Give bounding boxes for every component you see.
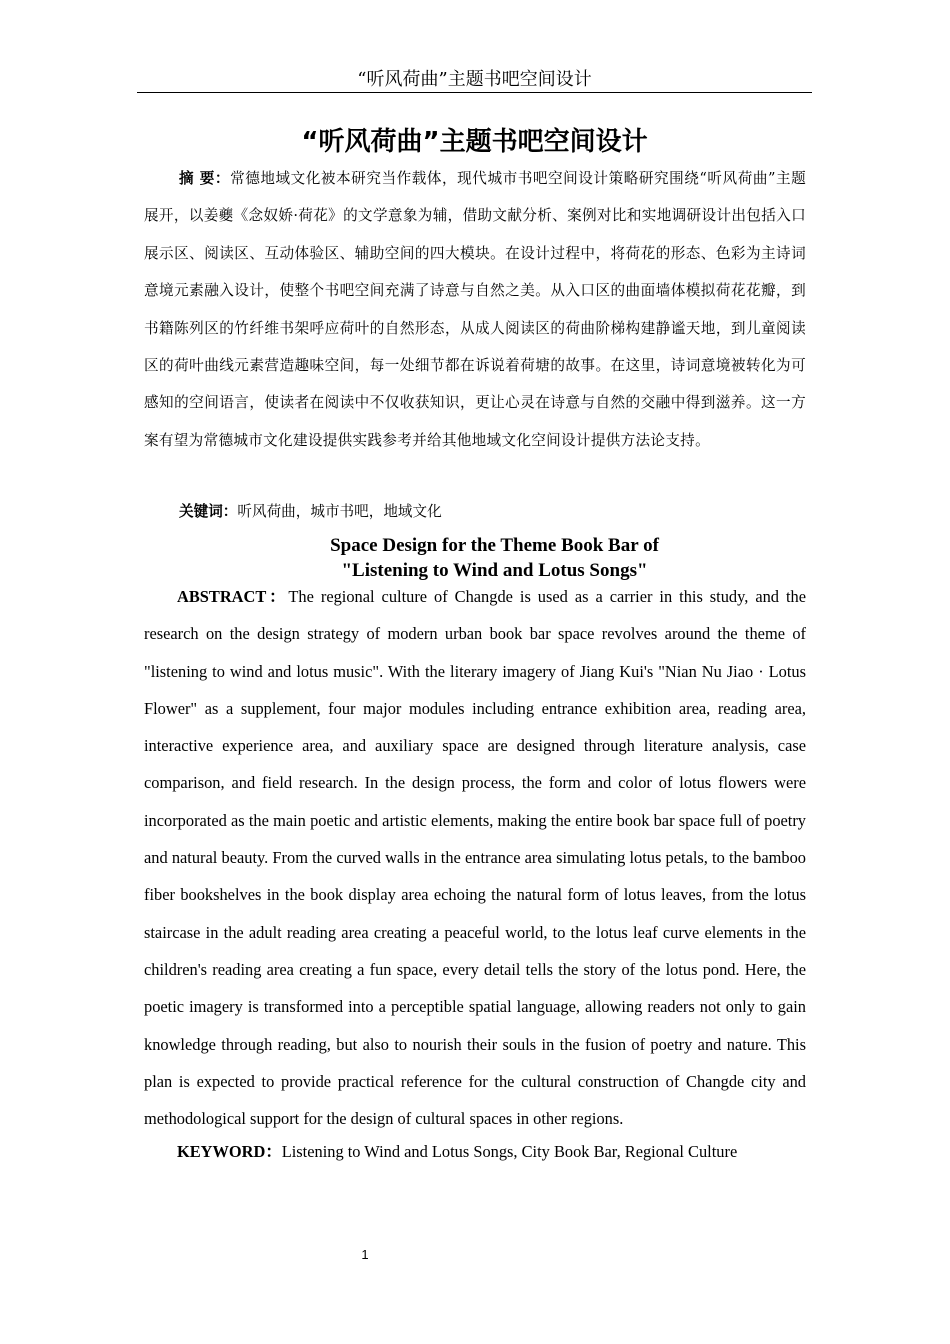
english-title-line-2: "Listening to Wind and Lotus Songs" [341,560,648,581]
abstract-english-label: ABSTRACT： [177,587,289,606]
abstract-chinese [144,160,806,459]
abstract-chinese-text: 常德地域文化被本研究当作载体，现代城市书吧空间设计策略研究围绕“听风荷曲”主题展开，以姜夔《念奴娇·荷花》的文学意象为辅，借助文献分析、案例对比和实地调研设计出包括入口展示区、阅读区、互动体验区、辅助空间的四大模块。在设计过程中，将荷花的形态、色彩为主诗词意境元素融入设计，使整个书吧空间充满了诗意与自然之美。从入口区的曲面墙体模拟荷花花瓣，到书籍陈列区的竹纤维书架呼应荷叶的自然形态，从成人阅读区的荷曲阶梯构建静谧天地，到儿童阅读区的荷叶曲线元素营造趣味空间，每一处细节都在诉说着荷塘的故事。在这里，诗词意境被转化为可感知的空间语言，使读者在阅读中不仅收获知识，更让心灵在诗意与自然的交融中得到滋养。这一方案有望为常德城市文化建设提供实践参考并给其他地域文化空间设计提供方法论支持。 [144,170,807,449]
running-header: “听风荷曲”主题书吧空间设计 [137,66,812,93]
page-number: 1 [361,1247,369,1262]
keywords-english-label: KEYWORD： [177,1142,282,1161]
english-title [137,533,852,583]
abstract-chinese-label: 摘 要： [179,170,231,187]
page-title: “听风荷曲”主题书吧空间设计 [301,127,648,157]
keywords-chinese [144,497,806,527]
keywords-english-text: Listening to Wind and Lotus Songs, City Book Bar, Regional Culture [281,1142,738,1161]
keywords-english [144,1138,806,1166]
abstract-english-text: The regional culture of Changde is used as a carrier in this study, and the research on the design strategy of modern urban book bar space revolves around the theme of "listening to wind and lotus music". With the literary imagery of Jiang Kui's "Nian Nu Jiao · Lotus Flower" as a supplement, four major modules including entrance exhibition area, reading area, interactive experience area, and auxiliary space are designed through literature analysis, case comparison, and field research. In the design process, the form and color of lotus flowers were incorporated as the main poetic and artistic elements, making the entire book bar space full of poetry and natural beauty. From the curved walls in the entrance area simulating lotus petals, to the bamboo fiber bookshelves in the book display area echoing the natural form of lotus leaves, from the lotus staircase in the adult reading area creating a peaceful world, to the lotus leaf curve elements in the children's reading area creating a fun space, every detail tells the story of the lotus pond. Here, the poetic imagery is transformed into a perceptible spatial language, allowing readers not only to gain knowledge through reading, but also to nourish their souls in the fusion of poetry and nature. This plan is expected to provide practical reference for the cultural construction of Changde city and methodological support for the design of cultural spaces in other regions. [144,587,806,1129]
abstract-english [144,578,806,1137]
english-title-line-1: Space Design for the Theme Book Bar of [330,535,659,556]
keywords-chinese-text: 听风荷曲，城市书吧，地域文化 [237,503,442,520]
keywords-chinese-label: 关键词： [179,503,238,520]
